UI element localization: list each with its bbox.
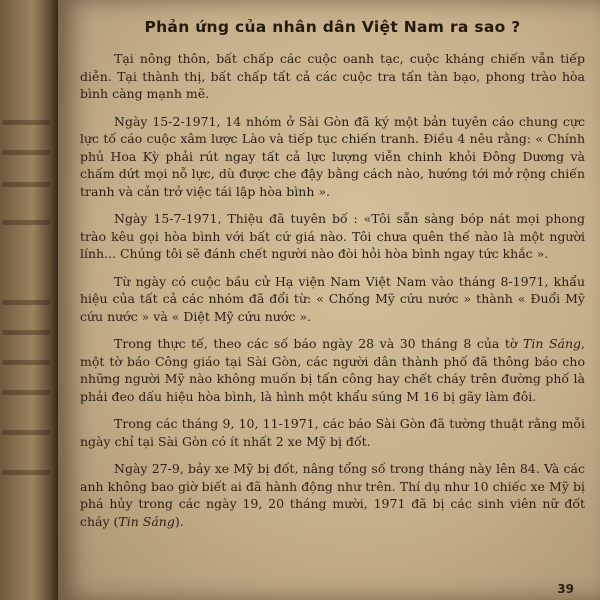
- paragraph-5-text-after: , một tờ báo Công giáo tại Sài Gòn, các người dân thành phố đã thông báo cho những người Mỹ nào không muốn bị tấn công hay chết cháy trên đường phố là phải đeo dấu hiệu hòa bình, là hình một khẩu súng M 16 bị gãy làm đôi.: [80, 336, 585, 404]
- facing-page-text-line: [2, 330, 50, 335]
- newspaper-name: Tin Sáng: [523, 336, 582, 351]
- facing-page-text-line: [2, 470, 50, 475]
- facing-page-text-line: [2, 430, 50, 435]
- newspaper-name: Tin Sáng: [118, 513, 175, 529]
- facing-page-text-line: [2, 300, 50, 305]
- facing-page-text-line: [2, 150, 50, 155]
- page-number: 39: [557, 582, 574, 596]
- paragraph-7-text-after: ).: [174, 513, 184, 529]
- facing-page-text-line: [2, 220, 50, 225]
- page-title: Phản ứng của nhân dân Việt Nam ra sao ?: [144, 18, 521, 36]
- page-content: [80, 18, 585, 540]
- paragraph-6: Trong các tháng 9, 10, 11-1971, các báo Sài Gòn đã tường thuật rằng mỗi ngày chỉ tại Sài Gòn có ít nhất 2 xe Mỹ bị đốt.: [80, 416, 585, 449]
- paragraph-7: [80, 460, 585, 530]
- facing-page-text-line: [2, 360, 50, 365]
- paragraph-1: Tại nông thôn, bất chấp các cuộc oanh tạc, cuộc kháng chiến vẫn tiếp diễn. Tại thành thị, bất chấp tất cả các cuộc tra tấn tàn bạo, phong trào hòa bình càng mạnh mẽ.: [80, 51, 585, 101]
- paragraph-4: Từ ngày có cuộc bầu cử Hạ viện Nam Việt Nam vào tháng 8-1971, khẩu hiệu của tất cả các nhóm đã đổi từ: « Chống Mỹ cứu nước » thành « Đuổi Mỹ cứu nước » và « Diệt Mỹ cứu nước ».: [80, 273, 585, 324]
- facing-page-edge: [0, 0, 60, 600]
- paragraph-5: [80, 335, 585, 405]
- paragraph-3: Ngày 15-7-1971, Thiệu đã tuyên bố : «Tôi sẵn sàng bóp nát mọi phong trào kêu gọi hòa bình với bất cứ giá nào. Tôi chưa quên thế nào là một người lính... Chúng tôi sẽ đánh chết người nào đòi hỏi hòa bình ngay tức khắc ».: [80, 211, 585, 261]
- paragraph-5-text-before: Trong thực tế, theo các số báo ngày 28 và 30 tháng 8 của tờ: [114, 336, 523, 351]
- paragraph-2: Ngày 15-2-1971, 14 nhóm ở Sài Gòn đã ký một bản tuyên cáo chung cực lực tố cáo cuộc xâm lược Lào và tiếp tục chiến tranh. Điều 4 nêu rằng: « Chính phủ Hoa Kỳ phải rút ngay tất cả lực lượng viễn chinh khỏi Đông Dương và chấm dứt mọi nỗ lực, dù được che đậy bằng cách nào, hướng tới mở rộng chiến tranh và cản trở việc tái lập hòa bình ».: [80, 113, 585, 199]
- facing-page-text-line: [2, 390, 50, 395]
- facing-page-text-line: [2, 182, 50, 187]
- book-page: [58, 0, 600, 600]
- facing-page-text-line: [2, 120, 50, 125]
- paragraph-7-text-before: Ngày 27-9, bảy xe Mỹ bị đốt, nâng tổng số trong tháng này lên 84. Và các anh không bao giờ biết ai đã hành động như trên. Thí dụ như 10 chiếc xe Mỹ bị phá hủy trong các ngày 19, 20 tháng mười, 1971 đã bị các sinh viên nữ đốt cháy (: [80, 461, 585, 529]
